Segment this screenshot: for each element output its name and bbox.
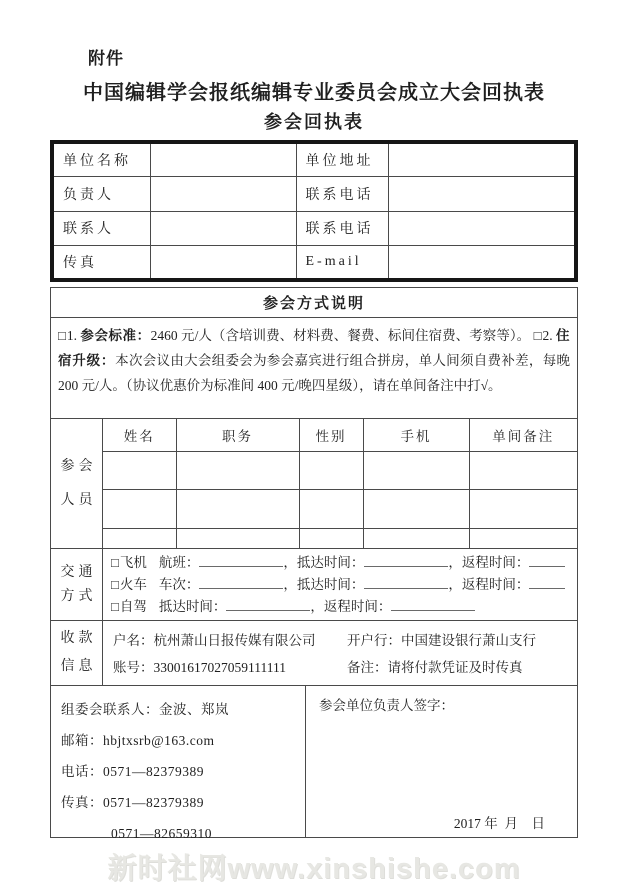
payment-label-line1: 收款 [60, 631, 97, 646]
participant-cell[interactable] [299, 529, 363, 548]
return-blank-field[interactable] [529, 555, 565, 567]
col-header-gender: 性别 [299, 419, 363, 451]
committee-fax-2: 0571—82659310 [111, 826, 212, 841]
participants-label-line1: 参会 [60, 458, 97, 474]
committee-email: 邮箱：hbjtxsrb@163.com [61, 733, 215, 748]
arrival-field-label: ，抵达时间： [283, 577, 365, 592]
fax-label: 传真 [52, 246, 150, 281]
bank-name: 开户行：中国建设银行萧山支行 [347, 633, 536, 648]
document-subtitle: 参会回执表 [264, 112, 364, 132]
return-field-label: ，返程时间： [448, 577, 530, 592]
train-no-field-label: 车次： [158, 577, 200, 592]
committee-phone: 电话：0571—82379389 [61, 764, 204, 779]
contact-label: 联系人 [52, 211, 150, 246]
contact-field[interactable] [150, 211, 296, 246]
leader-field[interactable] [150, 177, 296, 212]
account-number: 账号：33001617027059111111 [113, 660, 286, 675]
committee-contact-block [51, 686, 306, 841]
participant-cell[interactable] [176, 451, 299, 490]
participant-cell[interactable] [176, 529, 299, 548]
item2-bold-label: 住宿升级： [58, 328, 571, 368]
flight-blank-field[interactable] [199, 555, 283, 567]
train-no-blank-field[interactable] [199, 577, 283, 589]
unit-info-table [50, 140, 578, 282]
transport-car-line [111, 596, 573, 618]
transport-options [103, 549, 577, 620]
attachment-label: 附件 [88, 49, 124, 68]
unit-name-label: 单位名称 [52, 142, 150, 177]
participant-row [103, 529, 577, 548]
payment-row-label [51, 621, 103, 685]
train-checkbox-icon[interactable]: □ [111, 577, 119, 592]
upgrade-checkbox-icon[interactable]: □ [533, 328, 542, 343]
arrival-blank-field[interactable] [364, 577, 448, 589]
col-header-mobile: 手机 [363, 419, 469, 451]
participants-table [103, 419, 577, 548]
leader-phone-label: 联系电话 [296, 177, 388, 212]
document-title: 中国编辑学会报纸编辑专业委员会成立大会回执表 [83, 82, 545, 104]
arrival-field-label: ，抵达时间： [283, 555, 365, 570]
participant-cell[interactable] [103, 529, 176, 548]
transport-label-line2: 方式 [60, 588, 97, 604]
participant-cell[interactable] [469, 490, 577, 529]
table-row [52, 177, 576, 212]
payment-line-1 [113, 627, 577, 654]
leader-label: 负责人 [52, 177, 150, 212]
participant-cell[interactable] [469, 529, 577, 548]
unit-name-field[interactable] [150, 142, 296, 177]
plane-checkbox-icon[interactable]: □ [111, 555, 119, 570]
return-blank-field[interactable] [529, 577, 565, 589]
participant-cell[interactable] [299, 451, 363, 490]
item2-text: 本次会议由大会组委会为参会嘉宾进行组合拼房，单人间须自费补差，每晚 200 元/人。（协议优惠价为标准间 400 元/晚四星级），请在单间备注中打√。 [58, 353, 571, 393]
transport-train-line [111, 574, 573, 596]
unit-address-label: 单位地址 [296, 142, 388, 177]
item1-prefix: 1. [66, 328, 81, 343]
train-label: 火车 [119, 577, 147, 592]
participant-cell[interactable] [469, 451, 577, 490]
participant-cell[interactable] [103, 451, 176, 490]
signature-label: 参会单位负责人签字： [319, 698, 454, 713]
participants-row-label [51, 419, 103, 548]
signature-block [306, 686, 577, 838]
payment-note: 备注：请将付款凭证及时传真 [347, 660, 523, 675]
transport-label-line1: 交通 [60, 564, 97, 580]
return-blank-field[interactable] [391, 599, 475, 611]
plane-label: 飞机 [119, 555, 147, 570]
transport-section [51, 549, 577, 621]
arrival-field-label: 抵达时间： [158, 599, 227, 614]
participant-row [103, 490, 577, 529]
return-field-label: ，返程时间： [448, 555, 530, 570]
email-field[interactable] [388, 246, 576, 281]
participant-cell[interactable] [103, 490, 176, 529]
table-row [52, 211, 576, 246]
table-row [52, 246, 576, 281]
table-row [52, 142, 576, 177]
transport-plane-line [111, 552, 573, 574]
transport-row-label [51, 549, 103, 620]
participant-cell[interactable] [363, 529, 469, 548]
committee-fax: 传真：0571—82379389 [61, 795, 204, 810]
col-header-single-room: 单间备注 [469, 419, 577, 451]
arrival-blank-field[interactable] [226, 599, 310, 611]
payment-section [51, 621, 577, 686]
participants-label-line2: 人员 [60, 492, 97, 508]
participant-cell[interactable] [363, 451, 469, 490]
item1-bold-label: 参会标准： [80, 328, 151, 343]
contact-phone-field[interactable] [388, 211, 576, 246]
contact-phone-label: 联系电话 [296, 211, 388, 246]
item2-prefix: 2. [542, 328, 557, 343]
unit-address-field[interactable] [388, 142, 576, 177]
return-field-label: ，返程时间： [310, 599, 392, 614]
participants-header-row [103, 419, 577, 451]
standard-checkbox-icon[interactable]: □ [58, 328, 66, 343]
arrival-blank-field[interactable] [364, 555, 448, 567]
participant-cell[interactable] [176, 490, 299, 529]
fax-field[interactable] [150, 246, 296, 281]
committee-contacts: 组委会联系人：金波、郑岚 [61, 702, 229, 717]
payment-details [103, 621, 577, 685]
item1-text: 2460 元/人（含培训费、材料费、餐费、标间住宿费、考察等）。 [150, 328, 531, 343]
method-section-notes [51, 318, 577, 419]
flight-field-label: 航班： [158, 555, 200, 570]
site-watermark: 新时社网www.xinshishe.com [107, 853, 521, 885]
car-checkbox-icon[interactable]: □ [111, 599, 119, 614]
car-label: 自驾 [119, 599, 147, 614]
email-label: E-mail [296, 246, 388, 281]
participant-cell[interactable] [363, 490, 469, 529]
main-form-table [50, 287, 578, 841]
col-header-name: 姓名 [123, 428, 155, 444]
date-line: 2017 年 月 日 [453, 816, 545, 831]
footer-section [51, 686, 577, 841]
participants-section [51, 419, 577, 549]
payment-line-2 [113, 654, 577, 681]
account-name: 户名：杭州萧山日报传媒有限公司 [113, 633, 316, 648]
method-section-title: 参会方式说明 [51, 288, 577, 318]
participant-cell[interactable] [299, 490, 363, 529]
col-header-position: 职务 [176, 419, 299, 451]
participant-row [103, 451, 577, 490]
leader-phone-field[interactable] [388, 177, 576, 212]
payment-label-line2: 信息 [60, 659, 97, 674]
